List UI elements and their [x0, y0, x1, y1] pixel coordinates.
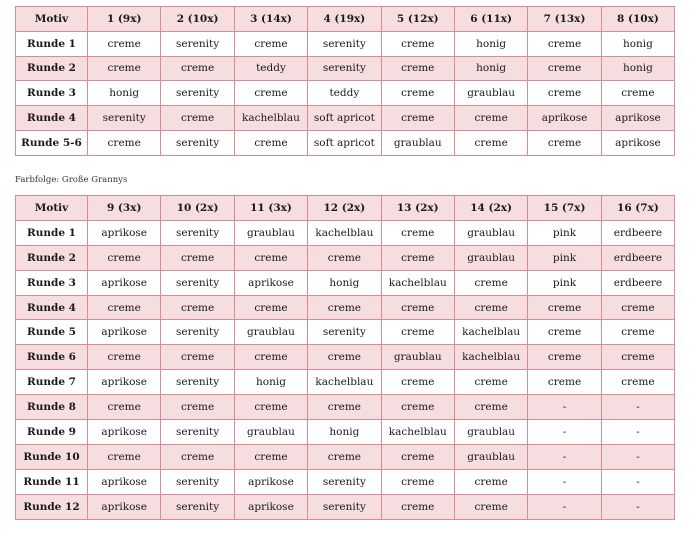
table-row: [16, 31, 675, 56]
table-cell: creme: [528, 81, 601, 106]
table-cell: creme: [234, 444, 307, 469]
table-cell: kachelblau: [308, 370, 381, 395]
row-header: Runde 4: [16, 295, 88, 320]
table-cell: creme: [88, 56, 161, 81]
row-header: Runde 5-6: [16, 130, 88, 155]
table-cell: serenity: [308, 494, 381, 519]
table-cell: aprikose: [234, 270, 307, 295]
table-cell: creme: [454, 130, 527, 155]
table-cell: serenity: [308, 320, 381, 345]
table-cell: creme: [528, 320, 601, 345]
table-cell: creme: [88, 444, 161, 469]
row-header: Runde 5: [16, 320, 88, 345]
table-cell: creme: [161, 245, 234, 270]
table-row: [16, 81, 675, 106]
table-row: [16, 469, 675, 494]
table-cell: creme: [381, 220, 454, 245]
column-header: 6 (11x): [454, 7, 527, 32]
table-cell: -: [528, 444, 601, 469]
row-header: Runde 2: [16, 56, 88, 81]
table-cell: graublau: [454, 444, 527, 469]
row-header: Runde 6: [16, 345, 88, 370]
table-cell: creme: [528, 31, 601, 56]
table-cell: kachelblau: [308, 220, 381, 245]
column-header: 2 (10x): [161, 7, 234, 32]
table-cell: honig: [88, 81, 161, 106]
table-cell: aprikose: [234, 469, 307, 494]
table-header-row: [16, 196, 675, 221]
table-cell: aprikose: [601, 130, 674, 155]
table-cell: creme: [381, 444, 454, 469]
table-cell: creme: [161, 444, 234, 469]
table-row: [16, 320, 675, 345]
table-cell: creme: [381, 245, 454, 270]
table-cell: teddy: [308, 81, 381, 106]
table-cell: teddy: [234, 56, 307, 81]
table-cell: serenity: [308, 31, 381, 56]
table-cell: creme: [234, 31, 307, 56]
table-cell: creme: [601, 345, 674, 370]
table-cell: creme: [528, 295, 601, 320]
table-cell: aprikose: [528, 106, 601, 131]
color-sequence-table-large: [15, 195, 675, 520]
table-cell: creme: [381, 295, 454, 320]
table-row: [16, 56, 675, 81]
table-cell: creme: [454, 106, 527, 131]
table-cell: graublau: [234, 320, 307, 345]
table-cell: creme: [528, 130, 601, 155]
table-cell: aprikose: [88, 420, 161, 445]
table-cell: creme: [381, 106, 454, 131]
table-cell: honig: [454, 56, 527, 81]
table-cell: graublau: [454, 420, 527, 445]
table-cell: creme: [234, 130, 307, 155]
column-header: 16 (7x): [601, 196, 674, 221]
table-cell: serenity: [161, 220, 234, 245]
table-cell: creme: [381, 370, 454, 395]
table-cell: pink: [528, 270, 601, 295]
column-header: 12 (2x): [308, 196, 381, 221]
table-cell: pink: [528, 220, 601, 245]
table-cell: erdbeere: [601, 245, 674, 270]
table-body: [16, 31, 675, 155]
table-cell: -: [528, 494, 601, 519]
table-row: [16, 106, 675, 131]
table-cell: serenity: [308, 56, 381, 81]
row-header: Runde 1: [16, 31, 88, 56]
table-cell: honig: [308, 270, 381, 295]
table-cell: creme: [601, 295, 674, 320]
table-cell: creme: [528, 56, 601, 81]
column-header: 14 (2x): [454, 196, 527, 221]
table-cell: -: [528, 395, 601, 420]
table-cell: creme: [308, 345, 381, 370]
table-header-row: [16, 7, 675, 32]
table-cell: -: [601, 420, 674, 445]
row-header: Runde 2: [16, 245, 88, 270]
table-cell: graublau: [454, 220, 527, 245]
table-cell: creme: [308, 295, 381, 320]
column-header: 10 (2x): [161, 196, 234, 221]
row-header: Runde 8: [16, 395, 88, 420]
table-cell: -: [528, 420, 601, 445]
table-body: [16, 220, 675, 519]
table-cell: soft apricot: [308, 106, 381, 131]
table-cell: -: [601, 395, 674, 420]
table-row: [16, 444, 675, 469]
table-cell: serenity: [308, 469, 381, 494]
table-cell: creme: [381, 31, 454, 56]
table-cell: creme: [234, 245, 307, 270]
table-cell: graublau: [234, 420, 307, 445]
column-header: 4 (19x): [308, 7, 381, 32]
table-cell: kachelblau: [381, 420, 454, 445]
table-row: [16, 345, 675, 370]
table-cell: creme: [454, 370, 527, 395]
table-cell: serenity: [88, 106, 161, 131]
table-cell: creme: [381, 56, 454, 81]
table-row: [16, 370, 675, 395]
table-cell: serenity: [161, 270, 234, 295]
row-header: Runde 12: [16, 494, 88, 519]
table-cell: creme: [601, 320, 674, 345]
table-cell: creme: [88, 395, 161, 420]
row-header: Runde 3: [16, 270, 88, 295]
table-cell: graublau: [234, 220, 307, 245]
table-cell: serenity: [161, 420, 234, 445]
table-cell: creme: [528, 370, 601, 395]
column-header: 5 (12x): [381, 7, 454, 32]
row-header: Runde 4: [16, 106, 88, 131]
table-row: [16, 220, 675, 245]
column-header: 13 (2x): [381, 196, 454, 221]
table-cell: graublau: [454, 245, 527, 270]
table-cell: creme: [308, 444, 381, 469]
table-cell: creme: [234, 345, 307, 370]
table-cell: aprikose: [88, 494, 161, 519]
column-header: 7 (13x): [528, 7, 601, 32]
table-cell: creme: [88, 345, 161, 370]
table-cell: erdbeere: [601, 270, 674, 295]
table-cell: aprikose: [88, 270, 161, 295]
table-cell: creme: [234, 81, 307, 106]
column-header: Motiv: [16, 7, 88, 32]
table-cell: kachelblau: [381, 270, 454, 295]
table-cell: soft apricot: [308, 130, 381, 155]
table-cell: creme: [161, 106, 234, 131]
table-cell: creme: [454, 295, 527, 320]
table-cell: creme: [381, 469, 454, 494]
table-cell: creme: [308, 245, 381, 270]
table-cell: creme: [308, 395, 381, 420]
table-cell: creme: [88, 295, 161, 320]
table-cell: aprikose: [88, 469, 161, 494]
column-header: 1 (9x): [88, 7, 161, 32]
table-cell: -: [601, 444, 674, 469]
table-cell: aprikose: [88, 370, 161, 395]
table-cell: creme: [161, 395, 234, 420]
table-cell: creme: [161, 56, 234, 81]
row-header: Runde 7: [16, 370, 88, 395]
table-cell: pink: [528, 245, 601, 270]
table-cell: -: [528, 469, 601, 494]
table-cell: honig: [454, 31, 527, 56]
row-header: Runde 11: [16, 469, 88, 494]
table-cell: graublau: [454, 81, 527, 106]
table-cell: creme: [381, 395, 454, 420]
table-row: [16, 130, 675, 155]
table-row: [16, 245, 675, 270]
row-header: Runde 3: [16, 81, 88, 106]
table-cell: honig: [308, 420, 381, 445]
table-cell: serenity: [161, 130, 234, 155]
column-header: 9 (3x): [88, 196, 161, 221]
table-row: [16, 494, 675, 519]
row-header: Runde 1: [16, 220, 88, 245]
table-cell: creme: [381, 81, 454, 106]
table-cell: serenity: [161, 370, 234, 395]
table-cell: -: [601, 494, 674, 519]
table-cell: erdbeere: [601, 220, 674, 245]
row-header: Runde 9: [16, 420, 88, 445]
table-cell: aprikose: [234, 494, 307, 519]
table-cell: kachelblau: [234, 106, 307, 131]
table-cell: creme: [234, 395, 307, 420]
table-cell: creme: [234, 295, 307, 320]
table-cell: aprikose: [601, 106, 674, 131]
table-cell: creme: [161, 345, 234, 370]
column-header: 11 (3x): [234, 196, 307, 221]
column-header: Motiv: [16, 196, 88, 221]
table-cell: creme: [88, 130, 161, 155]
table-row: [16, 420, 675, 445]
table-cell: -: [601, 469, 674, 494]
table-cell: kachelblau: [454, 345, 527, 370]
table-cell: graublau: [381, 345, 454, 370]
table-caption: Farbfolge: Große Grannys: [15, 175, 128, 185]
table-cell: serenity: [161, 81, 234, 106]
table-cell: creme: [454, 270, 527, 295]
table-cell: graublau: [381, 130, 454, 155]
table-row: [16, 295, 675, 320]
table-cell: aprikose: [88, 220, 161, 245]
table-cell: creme: [454, 395, 527, 420]
table-cell: serenity: [161, 469, 234, 494]
table-row: [16, 395, 675, 420]
table-cell: creme: [161, 295, 234, 320]
color-sequence-table-small: [15, 6, 675, 156]
row-header: Runde 10: [16, 444, 88, 469]
table-cell: creme: [381, 320, 454, 345]
table-cell: serenity: [161, 494, 234, 519]
table-cell: kachelblau: [454, 320, 527, 345]
table-cell: creme: [88, 245, 161, 270]
table-cell: serenity: [161, 320, 234, 345]
table-cell: creme: [381, 494, 454, 519]
table-cell: creme: [601, 370, 674, 395]
table-row: [16, 270, 675, 295]
column-header: 8 (10x): [601, 7, 674, 32]
table-cell: creme: [88, 31, 161, 56]
column-header: 3 (14x): [234, 7, 307, 32]
table-cell: honig: [234, 370, 307, 395]
table-cell: creme: [528, 345, 601, 370]
column-header: 15 (7x): [528, 196, 601, 221]
table-cell: creme: [454, 469, 527, 494]
table-cell: creme: [601, 81, 674, 106]
table-cell: aprikose: [88, 320, 161, 345]
table-cell: creme: [454, 494, 527, 519]
table-cell: honig: [601, 56, 674, 81]
table-cell: serenity: [161, 31, 234, 56]
table-cell: honig: [601, 31, 674, 56]
